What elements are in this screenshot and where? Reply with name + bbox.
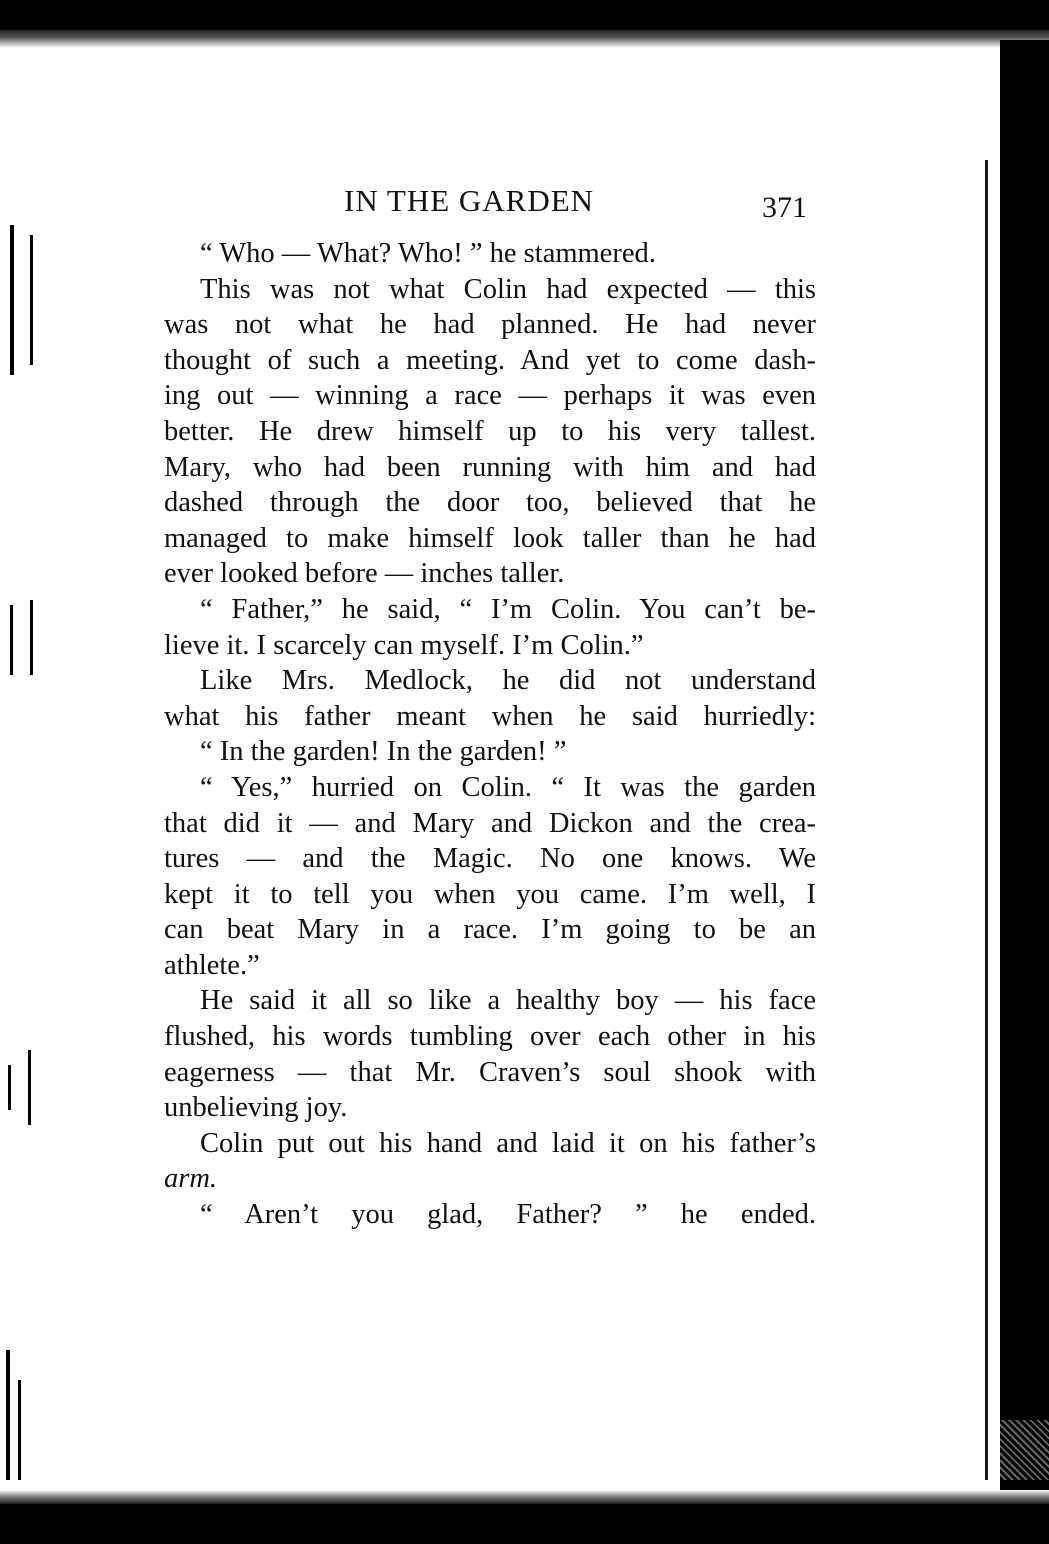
- text-line: that did it — and Mary and Dickon and the crea-: [164, 807, 816, 839]
- text-line: Mary, who had been running with him and had: [164, 451, 816, 483]
- scan-border-bottom-edge: [0, 1490, 1049, 1504]
- text-line: Colin put out his hand and laid it on his father’s: [200, 1127, 816, 1159]
- text-line: thought of such a meeting. And yet to come dash-: [164, 344, 816, 376]
- text-line: unbelieving joy.: [164, 1092, 348, 1124]
- text-line: This was not what Colin had expected — this: [200, 273, 816, 305]
- page-number: 371: [762, 191, 807, 224]
- scan-mark-left: [10, 605, 13, 675]
- text-line: “ Aren’t you glad, Father? ” he ended.: [200, 1199, 816, 1231]
- text-line: better. He drew himself up to his very tallest.: [164, 415, 816, 447]
- scan-mark-left: [8, 1065, 11, 1110]
- chapter-title: IN THE GARDEN: [344, 183, 595, 218]
- page-edge-line: [985, 160, 988, 1480]
- text-line: ever looked before — inches taller.: [164, 558, 565, 590]
- text-line: tures — and the Magic. No one knows. We: [164, 843, 816, 875]
- scan-mark-left: [30, 600, 33, 675]
- running-header: [164, 183, 816, 227]
- text-line: kept it to tell you when you came. I’m well, I: [164, 878, 816, 910]
- text-line: arm.: [164, 1163, 218, 1195]
- scan-border-right: [1000, 40, 1049, 1504]
- scan-mark-left: [6, 1350, 10, 1480]
- scan-noise-right: [1000, 1420, 1049, 1480]
- text-line: He said it all so like a healthy boy — his face: [200, 985, 816, 1017]
- text-line: Like Mrs. Medlock, he did not understand: [200, 665, 816, 697]
- scan-border-top: [0, 0, 1049, 30]
- text-line: “ Yes,” hurried on Colin. “ It was the garden: [200, 771, 816, 803]
- text-line: was not what he had planned. He had never: [164, 309, 816, 341]
- scan-mark-left: [30, 235, 33, 365]
- scan-border-top-edge: [0, 30, 1049, 48]
- text-line: “ In the garden! In the garden! ”: [200, 736, 567, 768]
- scan-mark-left: [28, 1050, 31, 1125]
- text-line: dashed through the door too, believed that he: [164, 487, 816, 519]
- scan-border-bottom: [0, 1504, 1049, 1544]
- text-line: managed to make himself look taller than he had: [164, 522, 816, 554]
- text-line: eagerness — that Mr. Craven’s soul shook with: [164, 1056, 816, 1088]
- text-line: what his father meant when he said hurriedly:: [164, 700, 816, 732]
- text-line: “ Who — What? Who! ” he stammered.: [200, 238, 656, 269]
- text-line: athlete.”: [164, 949, 260, 981]
- text-line: flushed, his words tumbling over each other in his: [164, 1021, 816, 1053]
- text-line: lieve it. I scarcely can myself. I’m Colin.”: [164, 629, 644, 661]
- text-line: ing out — winning a race — perhaps it was even: [164, 380, 816, 412]
- scan-mark-left: [10, 225, 14, 375]
- text-line: can beat Mary in a race. I’m going to be an: [164, 914, 816, 946]
- body-text: [164, 236, 816, 1233]
- text-line: “ Father,” he said, “ I’m Colin. You can’t be-: [200, 593, 816, 625]
- scan-mark-left: [18, 1380, 21, 1480]
